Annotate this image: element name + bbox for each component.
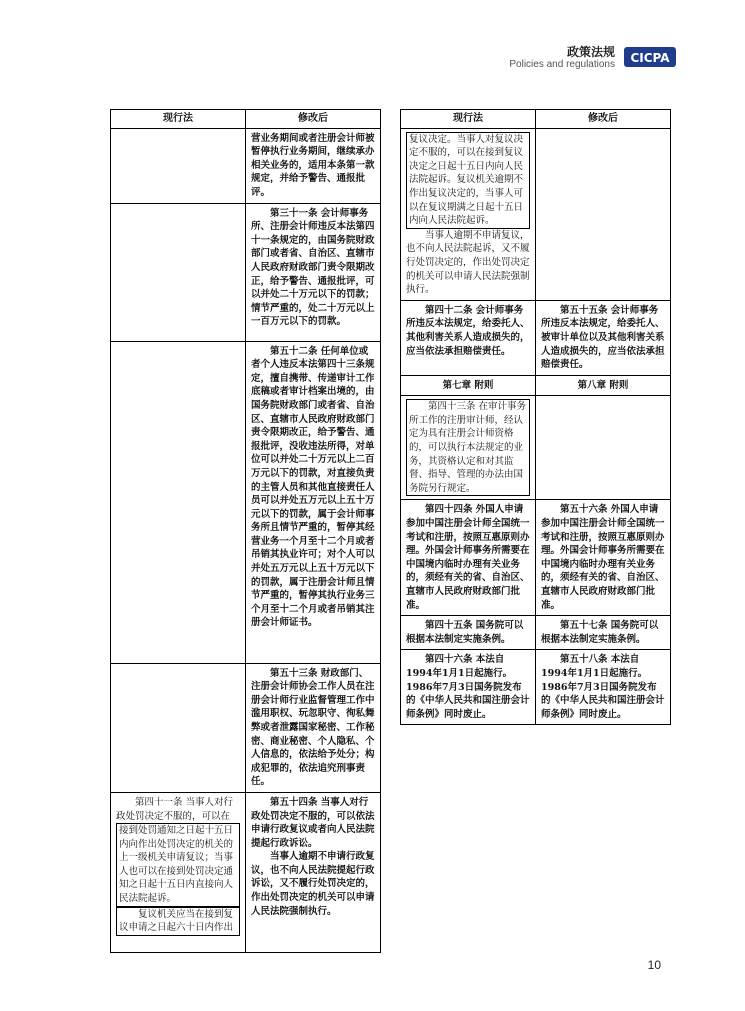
table-cell: 第四十六条 本法自1994年1月1日起施行。1986年7月3日国务院发布的《中华人民共和国注册会计师条例》同时废止。	[401, 650, 536, 725]
table-cell	[111, 341, 246, 663]
table-cell: 第三十一条 会计师事务所、注册会计师违反本法第四十一条规定的，由国务院财政部门或者省、自治区、直辖市人民政府财政部门责令限期改正，给予警告、通报批评，可以并处二十万元以下的罚款；情节严重的，处二十万元以上一百万元以下的罚款。	[246, 203, 381, 341]
section-heading-new: 第八章 附则	[536, 375, 671, 396]
page-number: 10	[647, 958, 661, 972]
table-cell: 第四十五条 国务院可以根据本法制定实施条例。	[401, 616, 536, 650]
new-article-paragraph: 当事人逾期不申请行政复议，也不向人民法院提起行政诉讼，又不履行处罚决定的，作出处罚决定的机关可以申请人民法院强制执行。	[251, 851, 375, 917]
table-cell	[111, 128, 246, 203]
left-comparison-table	[110, 109, 381, 953]
table-cell: 第四十四条 外国人申请参加中国注册会计师全国统一考试和注册，按照互惠原则办理。外国会计师事务所需要在中国境内临时办理有关业务的，须经有关的省、自治区、直辖市人民政府财政部门批准。	[401, 500, 536, 616]
header-title-cn: 政策法规	[566, 45, 615, 59]
old-article-paragraph: 当事人逾期不申请复议，也不向人民法院起诉，又不履行处罚决定的，作出处罚决定的机关可以申请人民法院强制执行。	[406, 229, 530, 296]
table-cell: 第五十八条 本法自1994年1月1日起施行。1986年7月3日国务院发布的《中华人民共和国注册会计师条例》同时废止。	[536, 650, 671, 725]
column-header-new: 修改后	[246, 110, 381, 129]
svg-text:CICPA: CICPA	[630, 51, 670, 65]
table-cell	[111, 663, 246, 792]
deleted-text-box: 复议机关应当在接到复议申请之日起六十日内作出	[116, 907, 240, 936]
right-comparison-table	[400, 109, 671, 725]
table-cell	[246, 792, 381, 952]
table-cell: 第五十三条 财政部门、注册会计师协会工作人员在注册会计师行业监督管理工作中滥用职权、玩忽职守、徇私舞弊或者泄露国家秘密、工作秘密、商业秘密、个人隐私、个人信息的，依法给予处分；构成犯罪的，依法追究刑事责任。	[246, 663, 381, 792]
table-cell: 营业务期间或者注册会计师被暂停执行业务期间，继续承办相关业务的，适用本条第一款规定，并给予警告、通报批评。	[246, 128, 381, 203]
deleted-text-box: 复议决定。当事人对复议决定不服的，可以在接到复议决定之日起十五日内向人民法院起诉。复议机关逾期不作出复议决定的，当事人可以在复议期满之日起十五日内向人民法院起诉。	[406, 132, 530, 229]
column-header-old: 现行法	[401, 110, 536, 129]
table-cell	[401, 396, 536, 500]
section-heading-old: 第七章 附则	[401, 375, 536, 396]
cicpa-logo	[624, 45, 676, 69]
table-cell	[111, 792, 246, 952]
table-cell: 第五十二条 任何单位或者个人违反本法第四十三条规定，擅自携带、传递审计工作底稿或者审计档案出境的，由国务院财政部门或者省、自治区、直辖市人民政府财政部门责令限期改正，给予警告、通报批评，没收违法所得，对单位可以并处二十万元以上二百万元以下的罚款，对直接负责的主管人员和其他直接责任人员可以并处五万元以上五十万元以下的罚款，属于会计师事务所且情节严重的，暂停其经营业务一个月至十二个月或者吊销其执业许可；对个人可以并处五万元以上五十万元以下的罚款，属于注册会计师且情节严重的，暂停其执行业务三个月至十二个月或者吊销其注册会计师证书。	[246, 341, 381, 663]
table-cell	[111, 203, 246, 341]
table-cell: 第五十六条 外国人申请参加中国注册会计师全国统一考试和注册，按照互惠原则办理。外国会计师事务所需要在中国境内临时办理有关业务的，须经有关的省、自治区、直辖市人民政府财政部门批准。	[536, 500, 671, 616]
table-cell	[536, 128, 671, 300]
table-cell	[536, 396, 671, 500]
deleted-text-box: 接到处罚通知之日起十五日内向作出处罚决定的机关的上一级机关申请复议；当事人也可以在接到处罚决定通知之日起十五日内直接向人民法院起诉。	[116, 823, 240, 907]
table-cell: 第五十五条 会计师事务所违反本法规定，给委托人、被审计单位以及其他利害关系人造成损失的，应当依法承担赔偿责任。	[536, 300, 671, 375]
deleted-text-box: 第四十三条 在审计事务所工作的注册审计师，经认定为具有注册会计师资格的，可以执行本法规定的业务，其资格认定和对其监督、指导、管理的办法由国务院另行规定。	[406, 399, 530, 496]
table-cell: 第五十七条 国务院可以根据本法制定实施条例。	[536, 616, 671, 650]
column-header-new: 修改后	[536, 110, 671, 129]
column-header-old: 现行法	[111, 110, 246, 129]
header-title-en: Policies and regulations	[509, 59, 615, 70]
table-cell: 第四十二条 会计师事务所违反本法规定，给委托人、其他利害关系人造成损失的，应当依法承担赔偿责任。	[401, 300, 536, 375]
old-article-lead: 第四十一条 当事人对行政处罚决定不服的，可以在	[116, 796, 234, 822]
table-cell	[401, 128, 536, 300]
new-article-paragraph: 第五十四条 当事人对行政处罚决定不服的，可以依法申请行政复议或者向人民法院提起行政诉讼。	[251, 796, 375, 849]
